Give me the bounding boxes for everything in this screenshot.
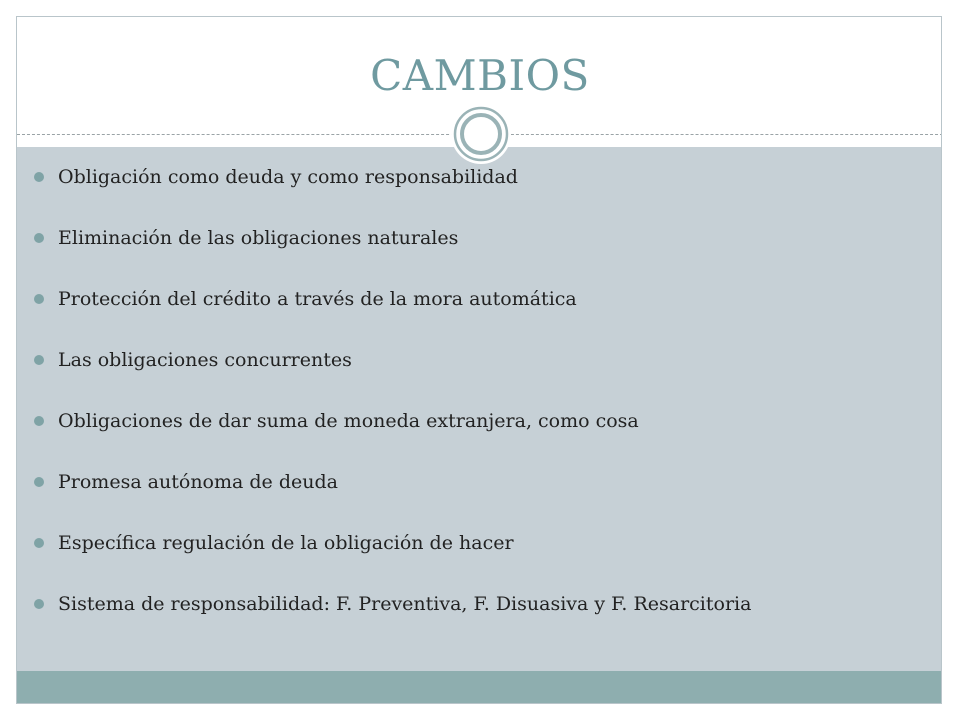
bullet-dot-icon: [34, 355, 44, 365]
list-item: [34, 345, 751, 406]
footer-band: [17, 671, 942, 704]
list-item-text: Las obligaciones concurrentes: [58, 349, 352, 371]
slide-title: CAMBIOS: [370, 51, 590, 100]
list-item: [34, 284, 751, 345]
bullet-dot-icon: [34, 172, 44, 182]
list-item-text: Protección del crédito a través de la mora automática: [58, 288, 577, 310]
list-item: [34, 467, 751, 528]
list-item-text: Eliminación de las obligaciones naturales: [58, 227, 459, 249]
list-item: [34, 589, 751, 650]
bullet-dot-icon: [34, 233, 44, 243]
list-item-text: Obligaciones de dar suma de moneda extranjera, como cosa: [58, 410, 639, 432]
list-item-text: Específica regulación de la obligación de hacer: [58, 532, 514, 554]
bullet-dot-icon: [34, 416, 44, 426]
list-item-text: Promesa autónoma de deuda: [58, 471, 338, 493]
list-item: [34, 528, 751, 589]
list-item: [34, 406, 751, 467]
list-item-text: Obligación como deuda y como responsabilidad: [58, 166, 518, 188]
circle-ring-ornament-icon: [451, 104, 511, 164]
bullet-dot-icon: [34, 599, 44, 609]
list-item: [34, 162, 751, 223]
bullet-dot-icon: [34, 538, 44, 548]
bullet-list: [34, 162, 751, 650]
list-item: [34, 223, 751, 284]
bullet-dot-icon: [34, 294, 44, 304]
list-item-text: Sistema de responsabilidad: F. Preventiva, F. Disuasiva y F. Resarcitoria: [58, 593, 752, 615]
bullet-dot-icon: [34, 477, 44, 487]
